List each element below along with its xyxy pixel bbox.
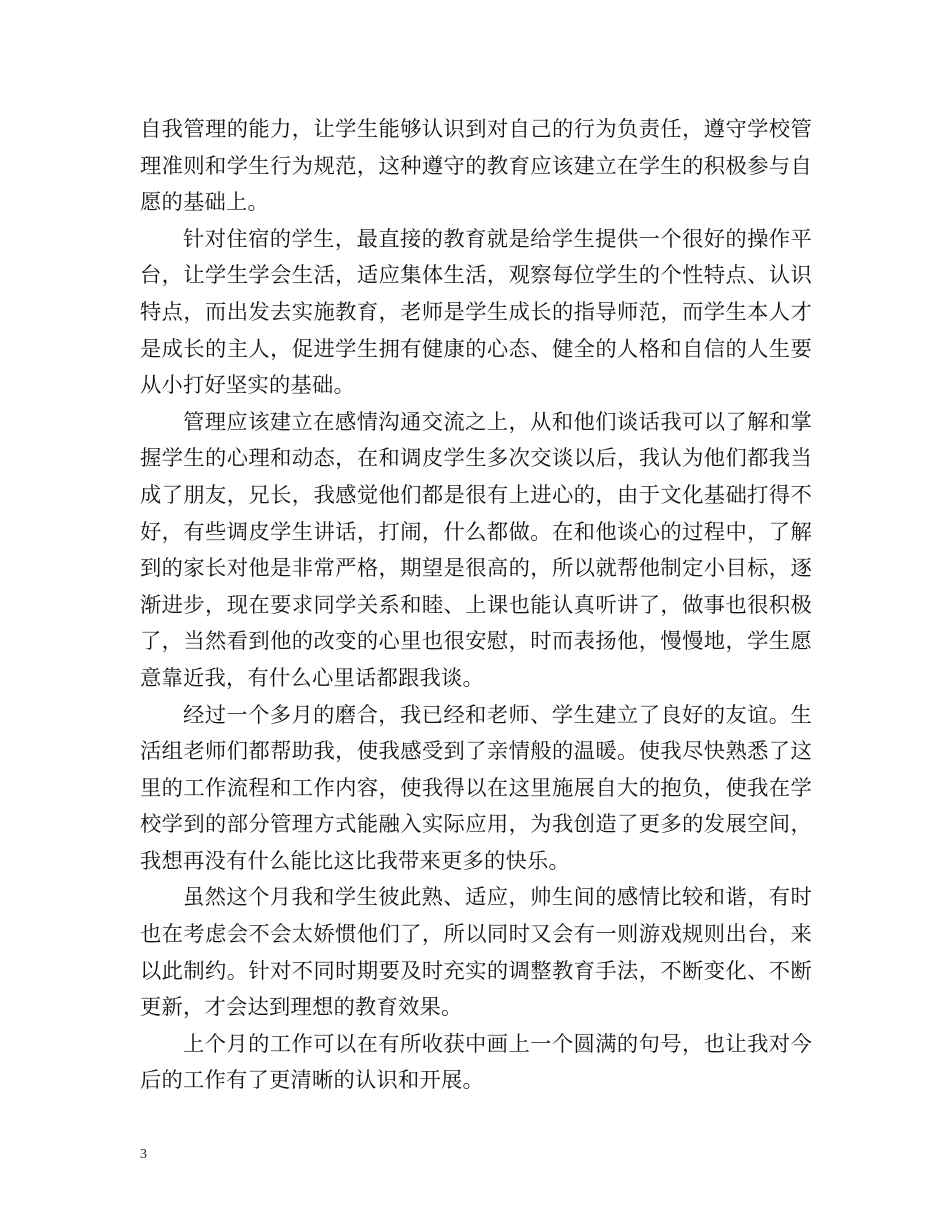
paragraph-2: 针对住宿的学生，最直接的教育就是给学生提供一个很好的操作平台，让学生学会生活，适应集体生活，观察每位学生的个性特点、认识特点，而出发去实施教育，老师是学生成长的指导师范，而学生本人才是成长的主人，促进学生拥有健康的心态、健全的人格和自信的人生要从小打好坚实的基础。: [140, 226, 812, 399]
paragraph-4: 经过一个多月的磨合，我已经和老师、学生建立了良好的友谊。生活组老师们都帮助我，使我感受到了亲情般的温暖。使我尽快熟悉了这里的工作流程和工作内容，使我得以在这里施展自大的抱负，使我在学校学到的部分管理方式能融入实际应用，为我创造了更多的发展空间，我想再没有什么能比这比我带来更多的快乐。: [140, 702, 812, 874]
paragraph-3: 管理应该建立在感情沟通交流之上，从和他们谈话我可以了解和掌握学生的心理和动态，在和调皮学生多次交谈以后，我认为他们都我当成了朋友，兄长，我感觉他们都是很有上进心的，由于文化基础打得不好，有些调皮学生讲话，打闹，什么都做。在和他谈心的过程中，了解到的家长对他是非常严格，期望是很高的，所以就帮他制定小目标，逐渐进步，现在要求同学关系和睦、上课也能认真听讲了，做事也很积极了，当然看到他的改变的心里也很安慰，时而表扬他，慢慢地，学生愿意靠近我，有什么心里话都跟我谈。: [140, 409, 812, 691]
paragraph-1: 自我管理的能力，让学生能够认识到对自己的行为负责任，遵守学校管理准则和学生行为规范，这种遵守的教育应该建立在学生的积极参与自愿的基础上。: [140, 117, 812, 216]
paragraph-5: 虽然这个月我和学生彼此熟、适应，帅生间的感情比较和谐，有时也在考虑会不会太娇惯他们了，所以同时又会有一则游戏规则出台，来以此制约。针对不同时期要及时充实的调整教育手法，不断变化、不断更新，才会达到理想的教育效果。: [140, 885, 812, 1021]
page-number: 3: [140, 1147, 147, 1162]
paragraph-6: 上个月的工作可以在有所收获中画上一个圆满的句号，也让我对今后的工作有了更清晰的认识和开展。: [140, 1031, 812, 1094]
document-body: [140, 112, 812, 1100]
